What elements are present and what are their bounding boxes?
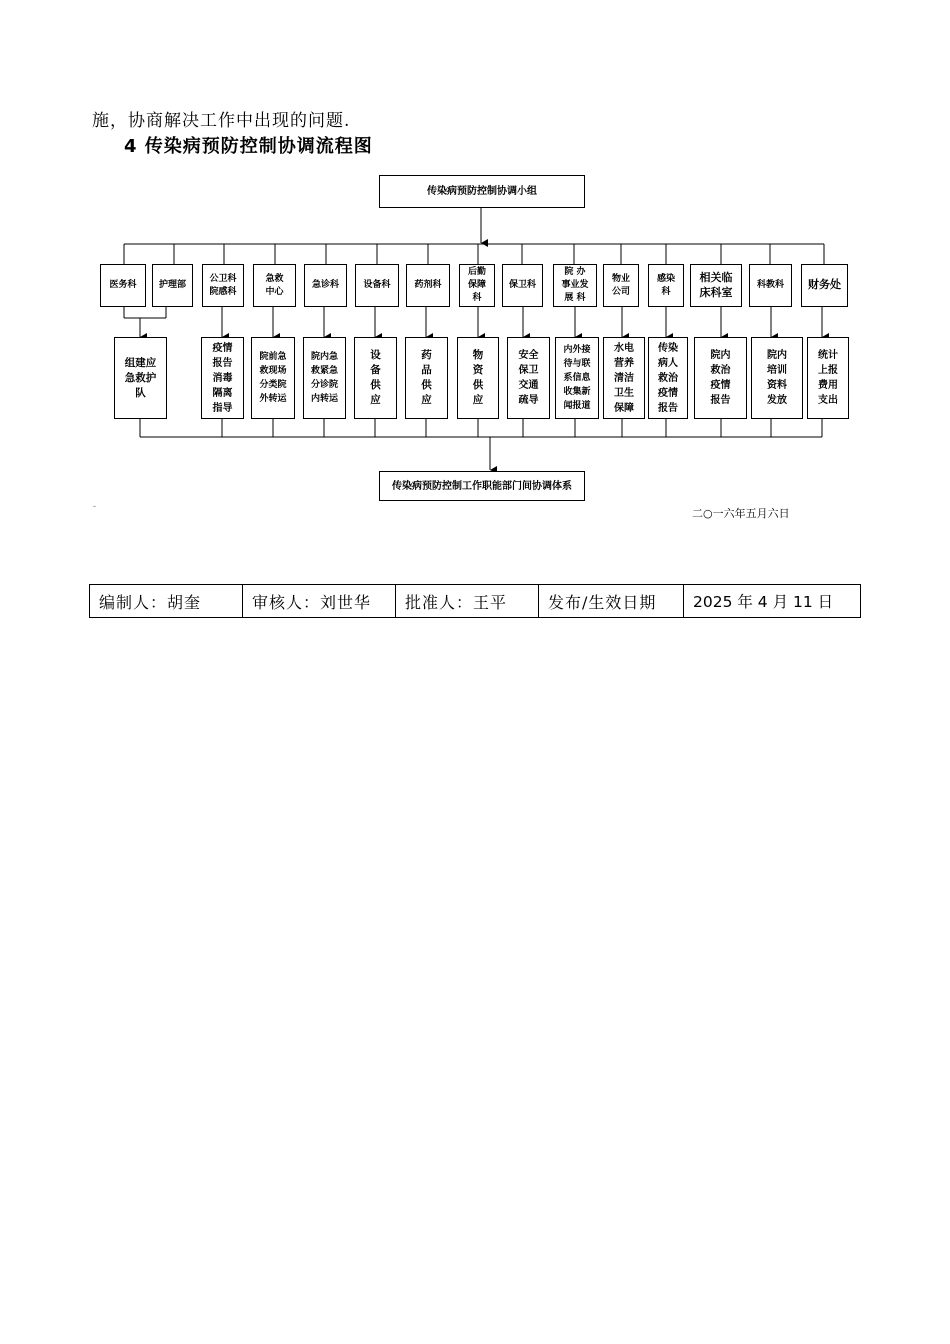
resp-box-liaison-news: 内外接 待与联 系信息 收集新 闻报道 xyxy=(555,337,599,419)
dept-box-clinical: 相关临 床科室 xyxy=(690,264,742,307)
dash-mark: - xyxy=(93,502,97,512)
dept-box-security: 保卫科 xyxy=(502,264,543,307)
signoff-row xyxy=(90,585,861,618)
date-label-cell: 发布/生效日期 xyxy=(539,585,684,618)
preparer-cell: 编制人：胡奎 xyxy=(90,585,243,618)
resp-box-clinical-treatment: 院内 救治 疫情 报告 xyxy=(694,337,747,419)
resp-box-training: 院内 培训 资料 发放 xyxy=(751,337,803,419)
resp-box-drug-supply: 药 品 供 应 xyxy=(405,337,448,419)
resp-box-prehospital: 院前急 救现场 分类院 外转运 xyxy=(251,337,295,419)
dept-box-education: 科教科 xyxy=(749,264,792,307)
resp-box-patient-treatment: 传染 病人 救治 疫情 报告 xyxy=(648,337,688,419)
section-heading: 4 传染病预防控制协调流程图 xyxy=(124,136,373,157)
dept-box-nursing: 护理部 xyxy=(152,264,193,307)
dept-box-logistics: 后勤 保障 科 xyxy=(459,264,495,307)
dept-box-emergency-center: 急救 中心 xyxy=(253,264,296,307)
chart-date: 二○一六年五月六日 xyxy=(692,507,790,520)
resp-box-statistics: 统计 上报 费用 支出 xyxy=(807,337,849,419)
coordination-system-box: 传染病预防控制工作职能部门间协调体系 xyxy=(379,471,585,501)
resp-box-security-traffic: 安全 保卫 交通 疏导 xyxy=(507,337,550,419)
dept-box-emergency-dept: 急诊科 xyxy=(304,264,347,307)
dept-box-medical-affairs: 医务科 xyxy=(100,264,146,307)
signoff-table xyxy=(89,584,861,618)
dept-box-infection: 感染 科 xyxy=(648,264,684,307)
date-value-cell: 2025 年 4 月 11 日 xyxy=(684,585,861,618)
dept-to-resp-arrows xyxy=(222,307,822,337)
resp-box-emergency-team: 组建应 急救护 队 xyxy=(114,337,167,419)
reviewer-cell: 审核人：刘世华 xyxy=(243,585,396,618)
dept-box-finance: 财务处 xyxy=(801,264,848,307)
dept-box-property: 物业 公司 xyxy=(603,264,639,307)
dept-drops xyxy=(124,244,824,264)
resp-box-inhospital: 院内急 救紧急 分诊院 内转运 xyxy=(303,337,346,419)
resp-box-epidemic-report: 疫情 报告 消毒 隔离 指导 xyxy=(201,337,244,419)
dept-box-pharmacy: 药剂科 xyxy=(406,264,450,307)
resp-box-utilities: 水电 营养 清洁 卫生 保障 xyxy=(603,337,645,419)
resp-box-material-supply: 物 资 供 应 xyxy=(457,337,499,419)
approver-cell: 批准人：王平 xyxy=(396,585,539,618)
dept-box-public-health: 公卫科 院感科 xyxy=(202,264,244,307)
dept-box-equipment: 设备科 xyxy=(355,264,399,307)
coordination-group-box: 传染病预防控制协调小组 xyxy=(379,175,585,208)
resp-box-equipment-supply: 设 备 供 应 xyxy=(354,337,397,419)
intro-line: 施，协商解决工作中出现的问题. xyxy=(92,111,351,131)
resp-risers xyxy=(140,419,822,437)
dept-box-admin-office: 院 办 事业发 展 科 xyxy=(553,264,597,307)
